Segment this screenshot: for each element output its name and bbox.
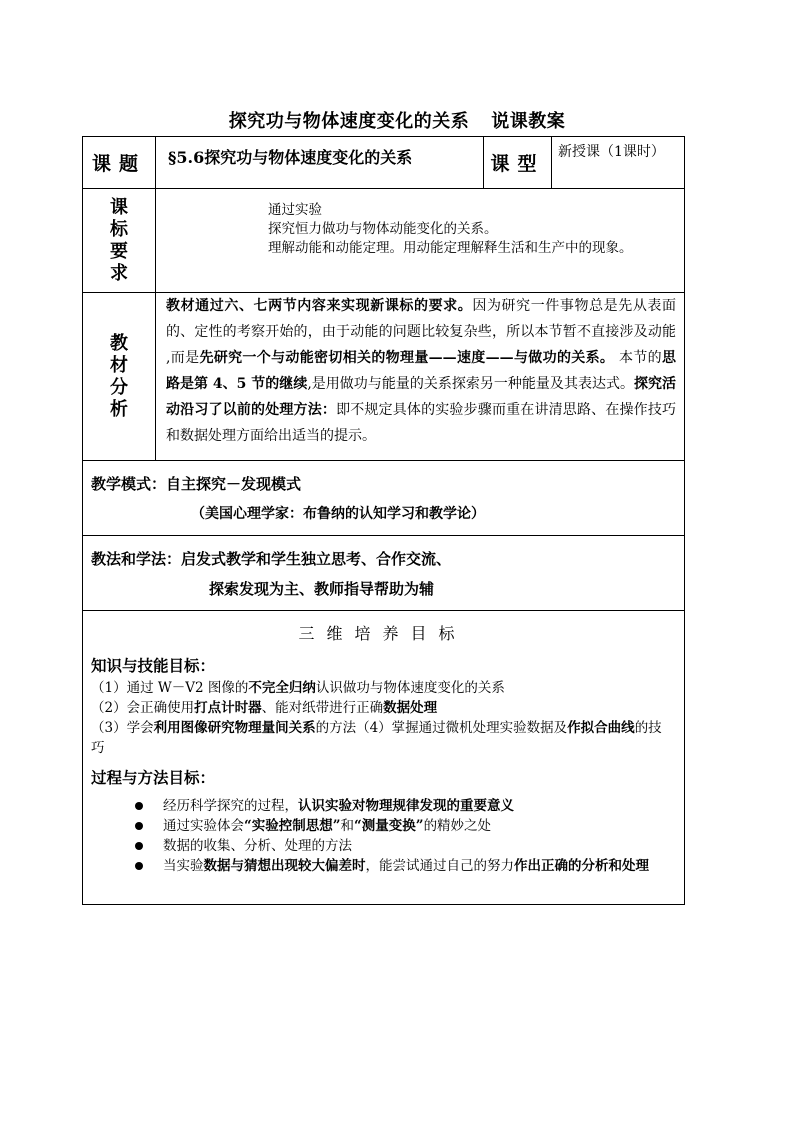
requirements-row bbox=[83, 189, 685, 293]
knowledge-goal-1: （1）通过 W－V2 图像的不完全归纳认识做功与物体速度变化的关系 bbox=[91, 680, 505, 696]
bullet-icon bbox=[135, 862, 143, 870]
method-line-1: 教法和学法：启发式教学和学生独立思考、合作交流、 bbox=[91, 550, 452, 568]
analysis-body: 教材通过六、七两节内容来实现新课标的要求。因为研究一件事物总是先从表面的、定性的考察开始的，由于动能的问题比较复杂些，所以本节暂不直接涉及动能 ,而是先研究一个与动能密切相关的物理量——速度——与做功的关系。 本节的思路是第 4、5 节的继续,是用做功与能量的关系探索另一种能量及其表达式。探究活动沿习了以前的处理方法：即不规定具体的实验步骤而重在讲清思路、在操作技巧和数据处理方面给出适当的提示。 bbox=[156, 293, 685, 461]
knowledge-goal-3: （3）学会利用图像研究物理量间关系的方法（4）掌握通过微机处理实验数据及作拟合曲线的技巧 bbox=[91, 720, 662, 756]
mode-line-2: （美国心理学家：布鲁纳的认知学习和教学论） bbox=[191, 506, 485, 522]
topic-value: §5.6探究功与物体速度变化的关系 bbox=[156, 137, 484, 189]
method-line-2: 探索发现为主、教师指导帮助为辅 bbox=[209, 580, 435, 598]
analysis-row bbox=[83, 293, 685, 461]
analysis-label: 教材分析 bbox=[83, 293, 156, 461]
topic-label: 课题 bbox=[83, 137, 156, 189]
lesson-plan-table bbox=[82, 136, 685, 905]
goals-section bbox=[83, 611, 685, 905]
teaching-method bbox=[83, 536, 685, 611]
title-main: 探究功与物体速度变化的关系 bbox=[228, 111, 470, 132]
goals-title: 三维培养目标 bbox=[298, 624, 467, 643]
title-sub: 说课教案 bbox=[491, 111, 566, 132]
requirements-label: 课标要求 bbox=[83, 189, 156, 293]
requirement-line: 通过实验 bbox=[268, 202, 322, 218]
knowledge-goals-title: 知识与技能目标： bbox=[91, 656, 216, 675]
knowledge-goal-2: （2）会正确使用打点计时器、能对纸带进行正确数据处理 bbox=[91, 700, 438, 716]
process-goals-title: 过程与方法目标： bbox=[91, 768, 216, 787]
header-row bbox=[83, 137, 685, 189]
type-value: 新授课（1课时） bbox=[552, 137, 685, 189]
list-item: 经历科学探究的过程，认识实验对物理规律发现的重要意义 bbox=[135, 796, 674, 816]
document-title bbox=[0, 107, 794, 133]
mode-line-1: 教学模式：自主探究－发现模式 bbox=[91, 475, 302, 493]
bullet-icon bbox=[135, 822, 143, 830]
type-label: 课型 bbox=[484, 137, 552, 189]
requirement-line: 理解动能和动能定理。用动能定理解释生活和生产中的现象。 bbox=[268, 240, 633, 256]
bullet-icon bbox=[135, 842, 143, 850]
list-item: 通过实验体会“实验控制思想”和“测量变换”的精妙之处 bbox=[135, 816, 674, 836]
process-goals-list bbox=[91, 796, 674, 876]
list-item: 数据的收集、分析、处理的方法 bbox=[135, 836, 674, 856]
bullet-icon bbox=[135, 802, 143, 810]
method-row bbox=[83, 536, 685, 611]
requirement-line: 探究恒力做功与物体动能变化的关系。 bbox=[268, 221, 498, 237]
requirements-body bbox=[156, 189, 685, 293]
list-item: 当实验数据与猜想出现较大偏差时，能尝试通过自己的努力作出正确的分析和处理 bbox=[135, 856, 674, 876]
goals-row bbox=[83, 611, 685, 905]
teaching-mode bbox=[83, 461, 685, 536]
mode-row bbox=[83, 461, 685, 536]
